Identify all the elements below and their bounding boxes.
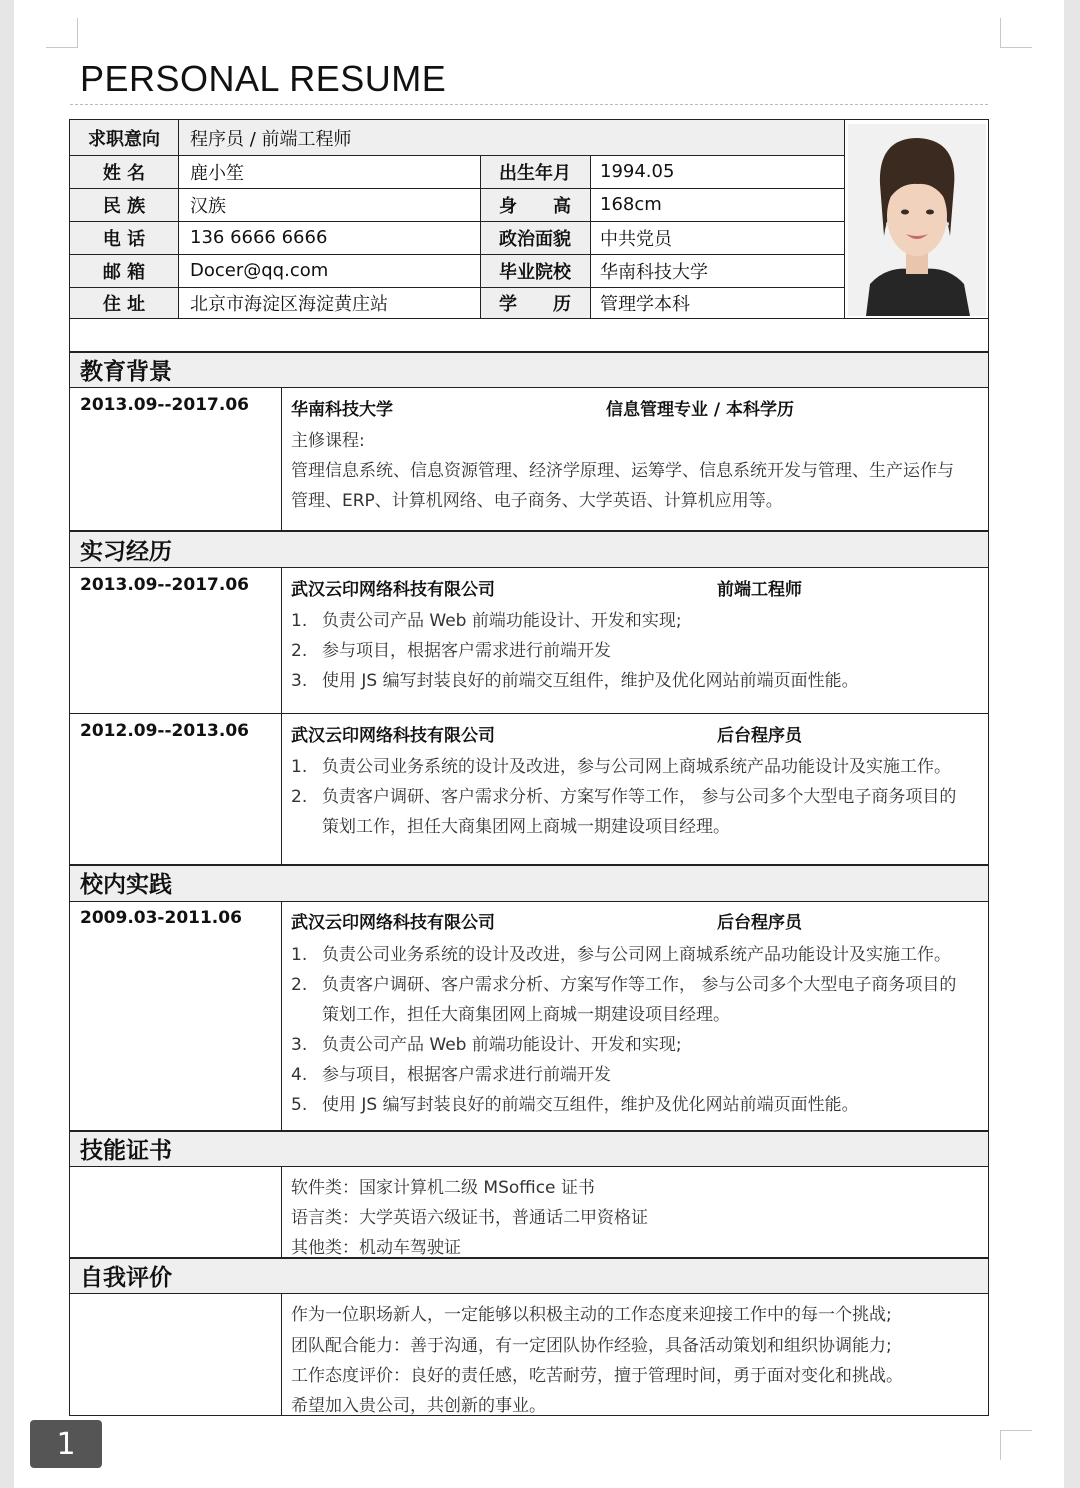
job-intent-label: 求职意向 [88, 128, 160, 150]
self-eval-heading: 自我评价 [80, 1265, 172, 1291]
list-item-text: 参与项目，根据客户需求进行前端开发 [322, 1065, 611, 1085]
education-heading: 教育背景 [80, 359, 172, 385]
list-item-text: 负责客户调研、客户需求分析、方案写作等工作， 参与公司多个大型电子商务项目的 [322, 975, 957, 995]
list-item-text: 负责公司业务系统的设计及改进，参与公司网上商城系统产品功能设计及实施工作。 [322, 945, 951, 965]
internship-role: 前端工程师 [717, 580, 802, 600]
list-item-number: 4. [291, 1065, 308, 1085]
list-item-number: 1. [291, 611, 308, 631]
list-item-text: 策划工作，担任大商集团网上商城一期建设项目经理。 [322, 817, 730, 837]
list-item [291, 606, 682, 631]
list-item [291, 666, 859, 691]
list-item-number: 1. [291, 945, 308, 965]
profile-photo [848, 124, 986, 316]
info-value: 168cm [600, 194, 662, 215]
list-item [291, 1000, 730, 1025]
internship-company: 武汉云印网络科技有限公司 [291, 580, 495, 600]
education-school: 华南科技大学 [291, 400, 393, 420]
internship-company: 武汉云印网络科技有限公司 [291, 726, 495, 746]
education-line: 管理信息系统、信息资源管理、经济学原理、运筹学、信息系统开发与管理、生产运作与 [291, 461, 954, 481]
list-item-text: 使用 JS 编写封装良好的前端交互组件，维护及优化网站前端页面性能。 [322, 671, 859, 691]
info-value: 北京市海淀区海淀黄庄站 [190, 293, 388, 315]
list-item-number: 2. [291, 975, 308, 995]
list-item [291, 636, 611, 661]
crop-mark-top-left [46, 18, 78, 48]
job-intent-value: 程序员 / 前端工程师 [190, 128, 352, 150]
self-eval-line: 工作态度评价：良好的责任感，吃苦耐劳，擅于管理时间，勇于面对变化和挑战。 [291, 1366, 903, 1386]
header-divider [70, 104, 988, 105]
education-date: 2013.09--2017.06 [80, 395, 249, 415]
info-value: 136 6666 6666 [190, 227, 328, 248]
info-value: 中共党员 [600, 228, 672, 250]
list-item-number: 5. [291, 1095, 308, 1115]
campus-date: 2009.03-2011.06 [80, 908, 242, 928]
list-item [291, 752, 951, 777]
info-label: 学 历 [499, 293, 571, 315]
campus-company: 武汉云印网络科技有限公司 [291, 913, 495, 933]
info-label: 身 高 [499, 195, 571, 217]
education-major: 信息管理专业 / 本科学历 [606, 400, 795, 420]
info-value: Docer@qq.com [190, 260, 329, 281]
internship-date: 2012.09--2013.06 [80, 721, 249, 741]
info-label: 出生年月 [499, 162, 571, 184]
info-value: 汉族 [190, 195, 226, 217]
internship-date: 2013.09--2017.06 [80, 575, 249, 595]
list-item-number: 2. [291, 641, 308, 661]
skills-line: 语言类：大学英语六级证书，普通话二甲资格证 [291, 1208, 648, 1228]
campus-heading: 校内实践 [80, 872, 172, 898]
info-label: 民 族 [102, 195, 146, 217]
list-item [291, 812, 730, 837]
list-item-number: 3. [291, 1035, 308, 1055]
list-item-text: 负责公司产品 Web 前端功能设计、开发和实现; [322, 611, 682, 631]
info-value: 鹿小笙 [190, 162, 244, 184]
list-item [291, 940, 951, 965]
internship-role: 后台程序员 [717, 726, 802, 746]
list-item [291, 970, 956, 995]
crop-mark-bottom-right [1000, 1430, 1032, 1460]
education-line: 主修课程: [291, 431, 365, 451]
list-item-text: 负责客户调研、客户需求分析、方案写作等工作， 参与公司多个大型电子商务项目的 [322, 787, 957, 807]
info-label: 邮 箱 [102, 261, 146, 283]
list-item [291, 1060, 611, 1085]
skills-line: 其他类：机动车驾驶证 [291, 1238, 461, 1258]
list-item-text: 使用 JS 编写封装良好的前端交互组件，维护及优化网站前端页面性能。 [322, 1095, 859, 1115]
info-value: 华南科技大学 [600, 261, 708, 283]
education-line: 管理、ERP、计算机网络、电子商务、大学英语、计算机应用等。 [291, 491, 783, 511]
info-label: 毕业院校 [499, 261, 571, 283]
list-item-text: 策划工作，担任大商集团网上商城一期建设项目经理。 [322, 1005, 730, 1025]
list-item-text: 负责公司产品 Web 前端功能设计、开发和实现; [322, 1035, 682, 1055]
self-eval-line: 希望加入贵公司，共创新的事业。 [291, 1396, 546, 1416]
list-item [291, 1090, 859, 1115]
list-item-text: 参与项目，根据客户需求进行前端开发 [322, 641, 611, 661]
list-item-number: 2. [291, 787, 308, 807]
page-title: PERSONAL RESUME [80, 58, 447, 99]
list-item [291, 1030, 682, 1055]
skills-heading: 技能证书 [80, 1138, 172, 1164]
info-value: 1994.05 [600, 161, 675, 182]
info-label: 电 话 [102, 228, 146, 250]
self-eval-line: 团队配合能力：善于沟通，有一定团队协作经验，具备活动策划和组织协调能力; [291, 1336, 892, 1356]
list-item-text: 负责公司业务系统的设计及改进，参与公司网上商城系统产品功能设计及实施工作。 [322, 757, 951, 777]
list-item-number: 1. [291, 757, 308, 777]
skills-line: 软件类：国家计算机二级 MSoffice 证书 [291, 1178, 595, 1198]
list-item [291, 782, 956, 807]
page-number-badge[interactable]: 1 [30, 1420, 102, 1468]
internship-heading: 实习经历 [80, 539, 172, 565]
list-item-number: 3. [291, 671, 308, 691]
crop-mark-top-right [1000, 18, 1032, 48]
self-eval-line: 作为一位职场新人，一定能够以积极主动的工作态度来迎接工作中的每一个挑战; [291, 1305, 892, 1325]
info-label: 姓 名 [102, 162, 146, 184]
info-label: 政治面貌 [499, 228, 571, 250]
campus-role: 后台程序员 [717, 913, 802, 933]
info-label: 住 址 [102, 293, 146, 315]
info-value: 管理学本科 [600, 293, 690, 315]
